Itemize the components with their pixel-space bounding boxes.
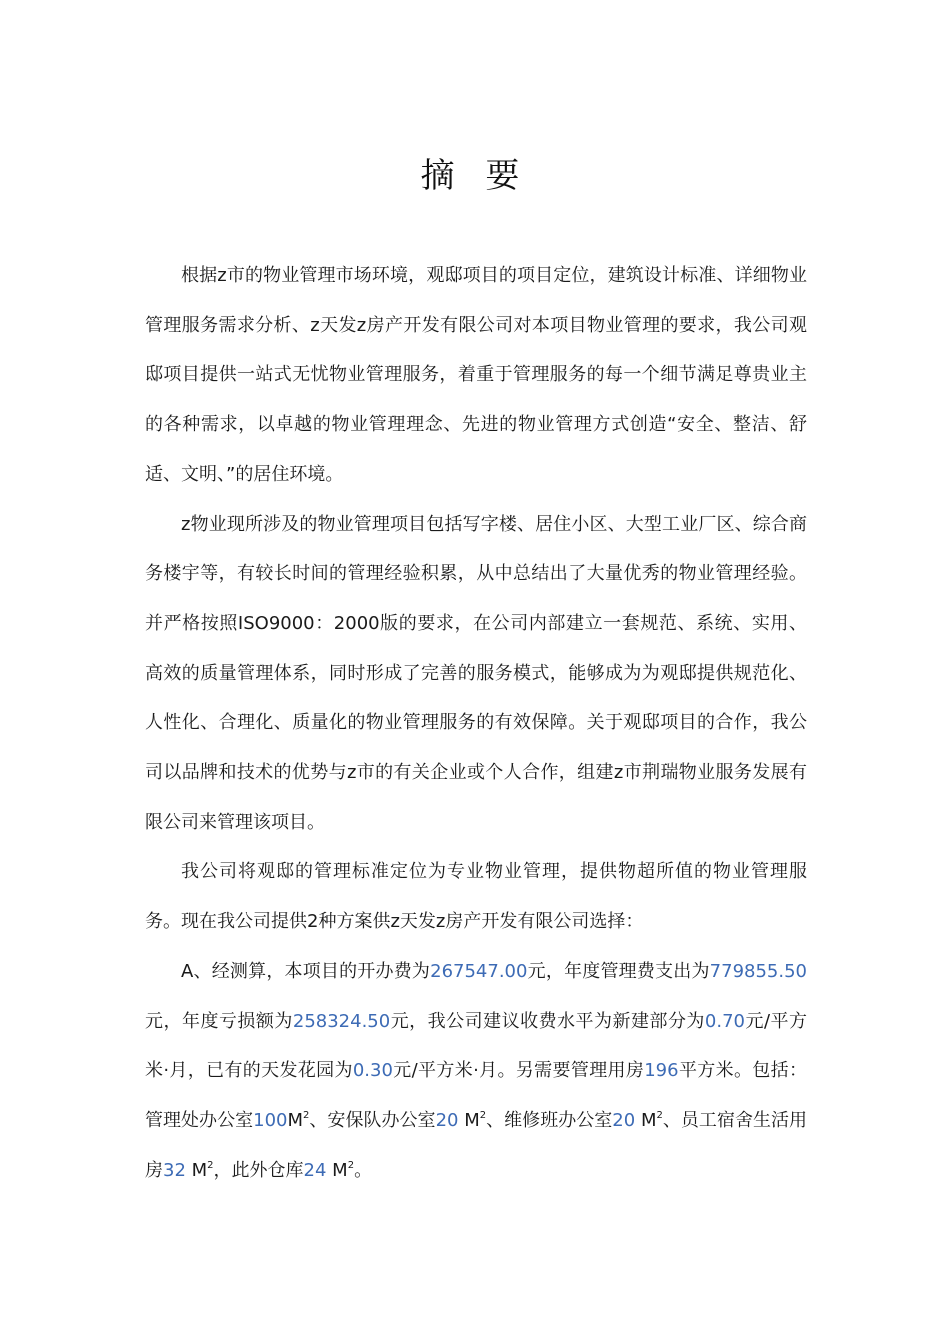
unit-sup: 2 xyxy=(656,1109,663,1121)
paragraph-3: 我公司将观邸的管理标准定位为专业物业管理，提供物超所值的物业管理服务。现在我公司提供2种方案供z天发z房产开发有限公司选择： xyxy=(145,861,807,933)
p4-text-5: 元/平方米·月，已有的天发花园为 xyxy=(145,1010,807,1082)
paragraph-4 xyxy=(145,947,807,1196)
annual-expense-value: 779855.50 xyxy=(709,960,808,982)
p4-text-6: 元/平方米·月。另需要管理用房 xyxy=(392,1060,645,1082)
dorm-area-value: 32 xyxy=(163,1159,186,1181)
fee-existing-value: 0.30 xyxy=(352,1060,393,1082)
p4-text-10: 、员工宿舍生活用房 xyxy=(145,1109,808,1181)
p4-text-2: 元，年度管理费支出为 xyxy=(527,960,710,982)
annual-loss-value: 258324.50 xyxy=(292,1010,391,1032)
p4-text-3: 元，年度亏损额为 xyxy=(145,1010,293,1032)
unit-m: M xyxy=(185,1159,208,1181)
unit-sup: 2 xyxy=(303,1109,310,1121)
unit-m: M xyxy=(635,1109,657,1131)
p4-text-4: 元，我公司建议收费水平为新建部分为 xyxy=(390,1010,705,1032)
p4-text-1: A、经测算，本项目的开办费为 xyxy=(181,960,431,982)
startup-cost-value: 267547.00 xyxy=(430,960,528,982)
security-area-value: 20 xyxy=(435,1109,459,1131)
fee-new-value: 0.70 xyxy=(704,1010,745,1032)
p4-text-9: 、维修班办公室 xyxy=(486,1109,613,1131)
page-title: 摘 要 xyxy=(420,156,530,196)
p4-text-8: 、安保队办公室 xyxy=(309,1109,436,1131)
unit-m: M xyxy=(287,1109,304,1131)
unit-m: M xyxy=(326,1159,348,1181)
paragraph-2: z物业现所涉及的物业管理项目包括写字楼、居住小区、大型工业厂区、综合商务楼宇等，有较长时间的管理经验积累，从中总结出了大量优秀的物业管理经验。并严格按照ISO9000：2000版的要求，在公司内部建立一套规范、系统、实用、高效的质量管理体系，同时形成了完善的服务模式，能够成为为观邸提供规范化、人性化、合理化、质量化的物业管理服务的有效保障。关于观邸项目的合作，我公司以品牌和技术的优势与z市的有关企业或个人合作，组建z市荆瑞物业服务发展有限公司来管理该项目。 xyxy=(145,513,807,833)
unit-sup: 2 xyxy=(347,1159,355,1171)
p4-text-11: ，此外仓库 xyxy=(213,1159,304,1181)
warehouse-area-value: 24 xyxy=(303,1159,327,1181)
document-body xyxy=(145,251,807,1195)
p4-text-12: 。 xyxy=(354,1159,373,1181)
office-area-value: 100 xyxy=(253,1109,288,1131)
unit-m: M xyxy=(458,1109,480,1131)
paragraph-1: 根据z市的物业管理市场环境，观邸项目的项目定位，建筑设计标准、详细物业管理服务需求分析、z天发z房产开发有限公司对本项目物业管理的要求，我公司观邸项目提供一站式无忧物业管理服务，着重于管理服务的每一个细节满足尊贵业主的各种需求，以卓越的物业管理理念、先进的物业管理方式创造“安全、整洁、舒适、文明、”的居住环境。 xyxy=(145,265,807,485)
mgmt-room-area-value: 196 xyxy=(644,1060,679,1082)
unit-sup: 2 xyxy=(479,1109,487,1121)
maintenance-area-value: 20 xyxy=(612,1109,636,1131)
unit-sup: 2 xyxy=(207,1159,214,1171)
p4-text-7: 平方米。包括：管理处办公室 xyxy=(145,1060,807,1131)
